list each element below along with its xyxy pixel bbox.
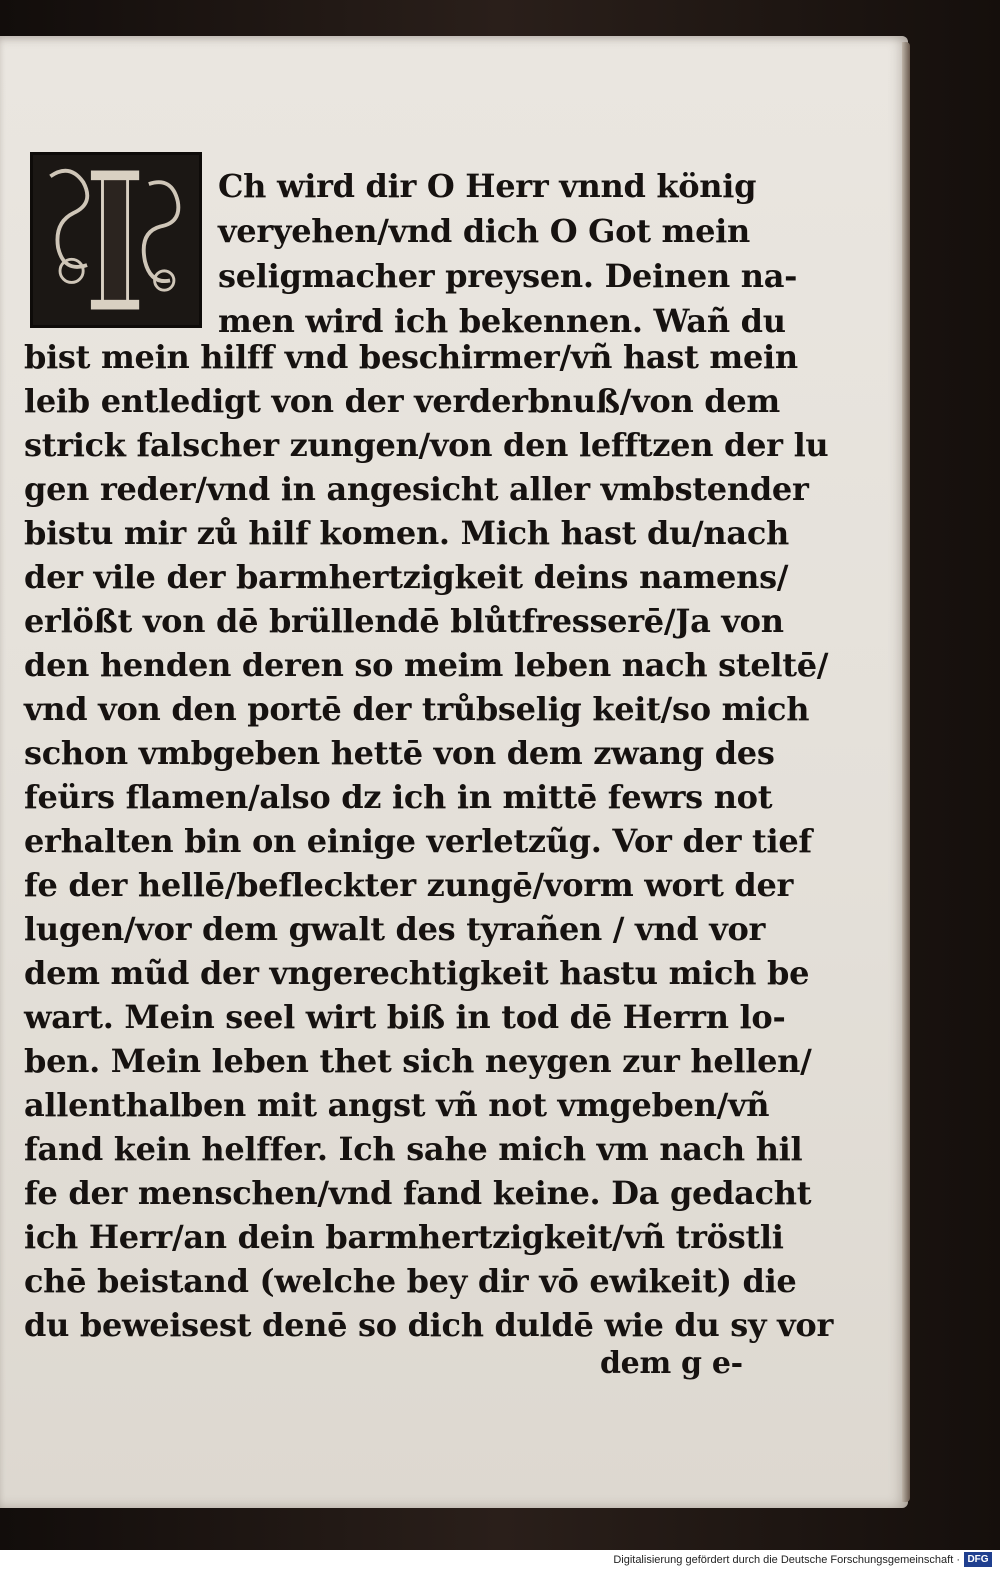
text-line: fe der hellē/befleckter zungē/vorm wort der [24, 866, 794, 904]
text-line: ich Herr/an dein barmhertzigkeit/vñ tröstli [24, 1218, 784, 1256]
text-line: allenthalben mit angst vñ not vmgeben/vñ [24, 1086, 770, 1124]
text-line: erlößt von dē brüllendē blůtfresserē/Ja von [24, 602, 784, 640]
text-line: men wird ich bekennen. Wañ du [218, 302, 786, 340]
footer-bar [0, 1550, 1000, 1570]
text-line: wart. Mein seel wirt biß in tod dē Herrn lo- [24, 998, 786, 1036]
text-line: der vile der barmhertzigkeit deins namens/ [24, 558, 789, 596]
text-line: strick falscher zungen/von den lefftzen der lu [24, 426, 829, 464]
text-line: vnd von den portē der trůbselig keit/so mich [24, 690, 810, 728]
text-line: den henden deren so meim leben nach steltē/ [24, 646, 829, 684]
text-line: erhalten bin on einige verletzũg. Vor der tief [24, 822, 812, 860]
text-line: schon vmbgeben hettē von dem zwang des [24, 734, 775, 772]
dfg-logo: DFG [964, 1552, 992, 1567]
text-line: seligmacher preysen. Deinen na- [218, 257, 798, 295]
text-line: chē beistand (welche bey dir vō ewikeit) die [24, 1262, 797, 1300]
text-line: du beweisest denē so dich duldē wie du sy vor [24, 1306, 834, 1344]
text-line: ben. Mein leben thet sich neygen zur hellen/ [24, 1042, 812, 1080]
text-line: lugen/vor dem gwalt des tyrañen / vnd vor [24, 910, 766, 948]
text-line: bistu mir zů hilf komen. Mich hast du/nach [24, 514, 789, 552]
decorated-initial-letter [30, 152, 202, 328]
text-line: feürs flamen/also dz ich in mittē fewrs not [24, 778, 773, 816]
text-line: bist mein hilff vnd beschirmer/vñ hast mein [24, 338, 798, 376]
text-line: fe der menschen/vnd fand keine. Da gedacht [24, 1174, 812, 1212]
text-line: leib entledigt von der verderbnuß/von dem [24, 382, 780, 420]
text-line: Ch wird dir O Herr vnnd könig [218, 167, 757, 205]
text-line: gen reder/vnd in angesicht aller vmbstender [24, 470, 809, 508]
funding-credit: Digitalisierung gefördert durch die Deutsche Forschungsgemeinschaft · [613, 1554, 960, 1566]
catchword: dem g e- [600, 1346, 743, 1381]
page-edge [902, 42, 910, 1502]
text-line: dem mũd der vngerechtigkeit hastu mich be [24, 954, 810, 992]
text-line: veryehen/vnd dich O Got mein [218, 212, 750, 250]
text-line: fand kein helffer. Ich sahe mich vm nach hil [24, 1130, 803, 1168]
